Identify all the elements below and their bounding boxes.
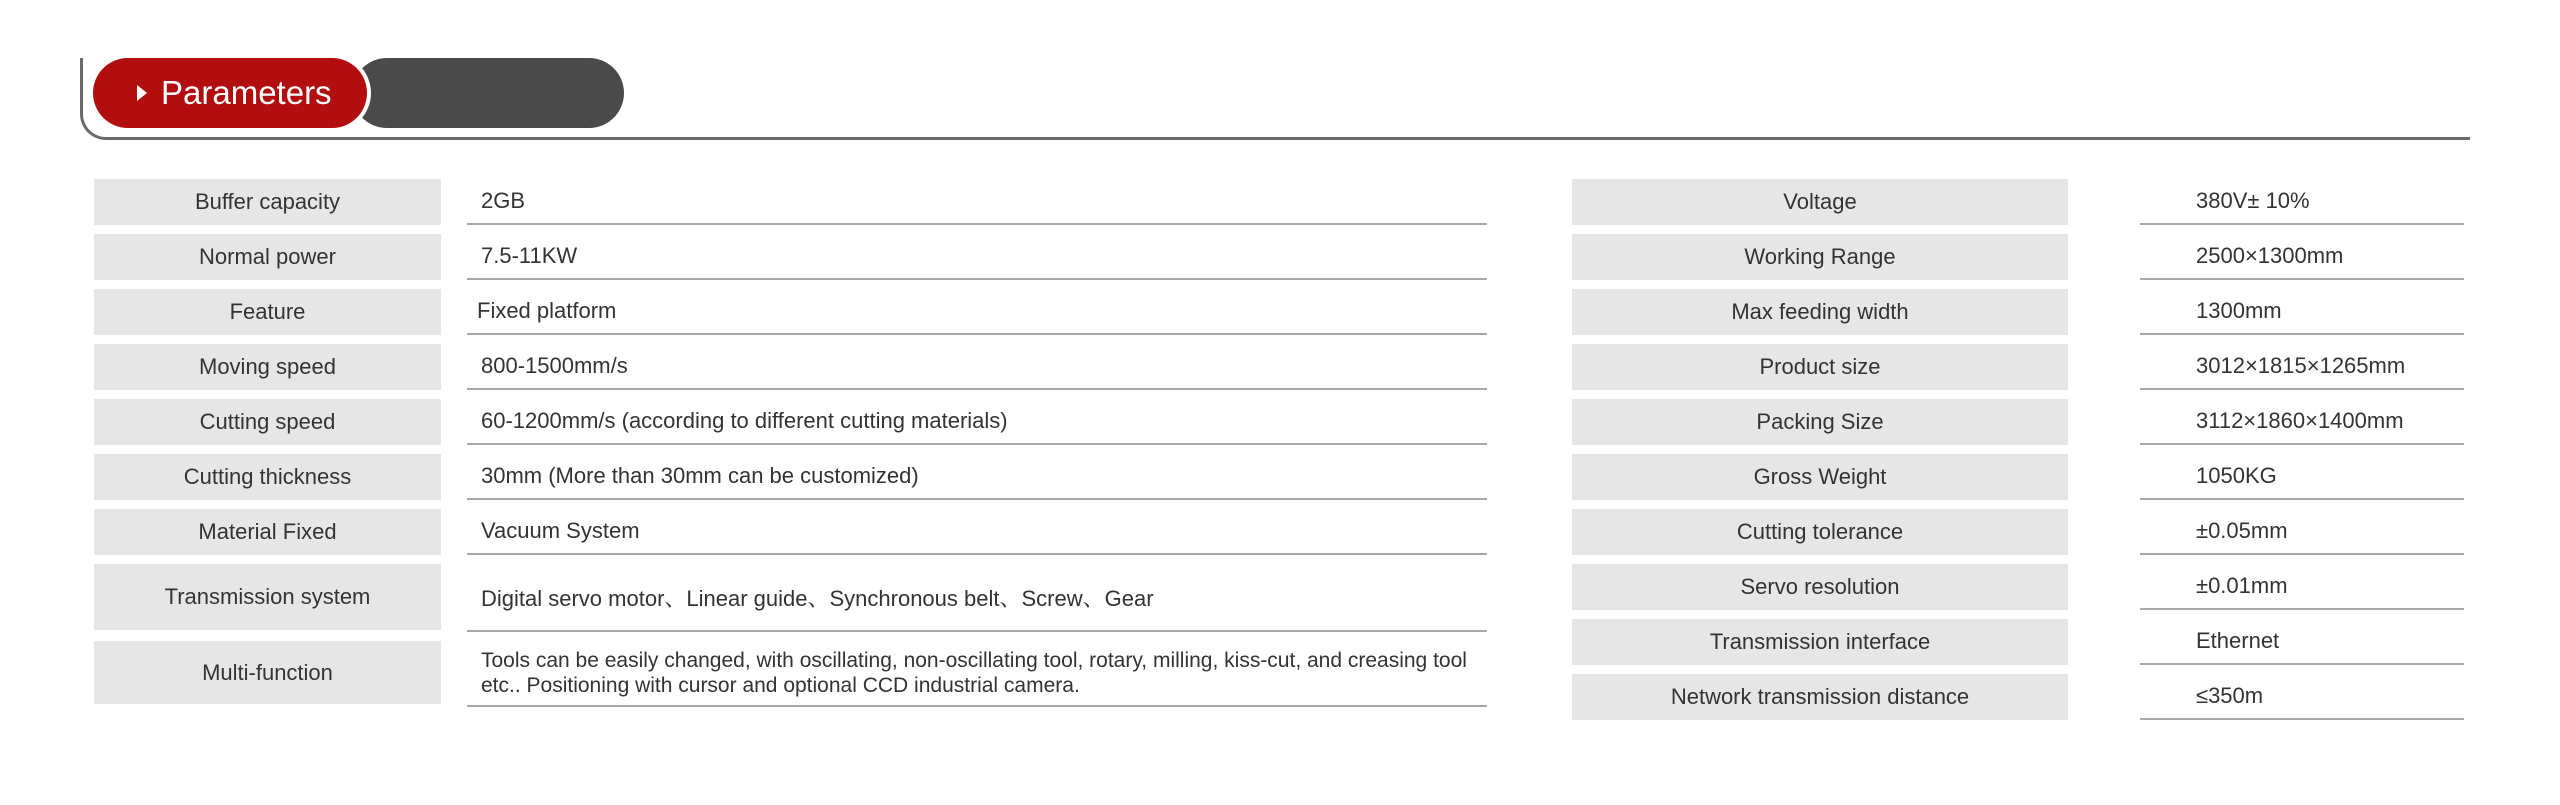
spec-row-working-range (1572, 234, 2464, 280)
spec-label: Servo resolution (1572, 564, 2068, 610)
spec-row-gross-weight (1572, 454, 2464, 500)
spec-value: 2500×1300mm (2140, 234, 2464, 280)
spec-label: Transmission interface (1572, 619, 2068, 665)
spec-label: Max feeding width (1572, 289, 2068, 335)
spec-value: Vacuum System (467, 509, 1487, 555)
spec-value: 60-1200mm/s (according to different cutting materials) (467, 399, 1487, 445)
spec-value: ±0.01mm (2140, 564, 2464, 610)
spec-label: Cutting thickness (94, 454, 441, 500)
spec-label: Gross Weight (1572, 454, 2068, 500)
spec-row-product-size (1572, 344, 2464, 390)
spec-value: 3012×1815×1265mm (2140, 344, 2464, 390)
spec-label: Transmission system (94, 564, 441, 630)
spec-row-feature (94, 289, 1487, 335)
secondary-tab[interactable] (352, 58, 624, 128)
spec-value: ±0.05mm (2140, 509, 2464, 555)
parameters-tab[interactable] (89, 54, 371, 132)
spec-label: Cutting tolerance (1572, 509, 2068, 555)
spec-row-buffer-capacity (94, 179, 1487, 225)
caret-right-icon (137, 85, 147, 101)
spec-label: Network transmission distance (1572, 674, 2068, 720)
spec-value: 1050KG (2140, 454, 2464, 500)
spec-label: Moving speed (94, 344, 441, 390)
spec-value: 2GB (467, 179, 1487, 225)
spec-row-material-fixed (94, 509, 1487, 555)
spec-value: ≤350m (2140, 674, 2464, 720)
spec-value: Tools can be easily changed, with oscillating, non-oscillating tool, rotary, milling, kiss-cut, and creasing tool etc.. Positioning with cursor and optional CCD industrial camera. (467, 641, 1487, 707)
spec-label: Product size (1572, 344, 2068, 390)
spec-label: Material Fixed (94, 509, 441, 555)
spec-row-packing-size (1572, 399, 2464, 445)
spec-label: Normal power (94, 234, 441, 280)
spec-label: Buffer capacity (94, 179, 441, 225)
spec-row-network-transmission-distance (1572, 674, 2464, 720)
spec-label: Working Range (1572, 234, 2068, 280)
spec-value: 1300mm (2140, 289, 2464, 335)
spec-row-max-feeding-width (1572, 289, 2464, 335)
spec-row-transmission-interface (1572, 619, 2464, 665)
spec-value: Fixed platform (467, 289, 1487, 335)
spec-value: 380V± 10% (2140, 179, 2464, 225)
spec-label: Cutting speed (94, 399, 441, 445)
spec-row-moving-speed (94, 344, 1487, 390)
parameters-tab-pill[interactable] (93, 58, 367, 128)
spec-row-servo-resolution (1572, 564, 2464, 610)
spec-label: Voltage (1572, 179, 2068, 225)
spec-row-cutting-tolerance (1572, 509, 2464, 555)
spec-value: 3112×1860×1400mm (2140, 399, 2464, 445)
spec-label: Packing Size (1572, 399, 2068, 445)
spec-row-voltage (1572, 179, 2464, 225)
parameters-tab-label: Parameters (161, 74, 332, 111)
spec-value: 800-1500mm/s (467, 344, 1487, 390)
spec-value: Digital servo motor、Linear guide、Synchronous belt、Screw、Gear (467, 564, 1487, 632)
spec-row-cutting-thickness (94, 454, 1487, 500)
spec-row-multi-function (94, 641, 1487, 707)
spec-row-cutting-speed (94, 399, 1487, 445)
spec-row-transmission-system (94, 564, 1487, 632)
spec-value: 30mm (More than 30mm can be customized) (467, 454, 1487, 500)
spec-label: Multi-function (94, 641, 441, 704)
spec-value: Ethernet (2140, 619, 2464, 665)
spec-label: Feature (94, 289, 441, 335)
spec-row-normal-power (94, 234, 1487, 280)
spec-value: 7.5-11KW (467, 234, 1487, 280)
